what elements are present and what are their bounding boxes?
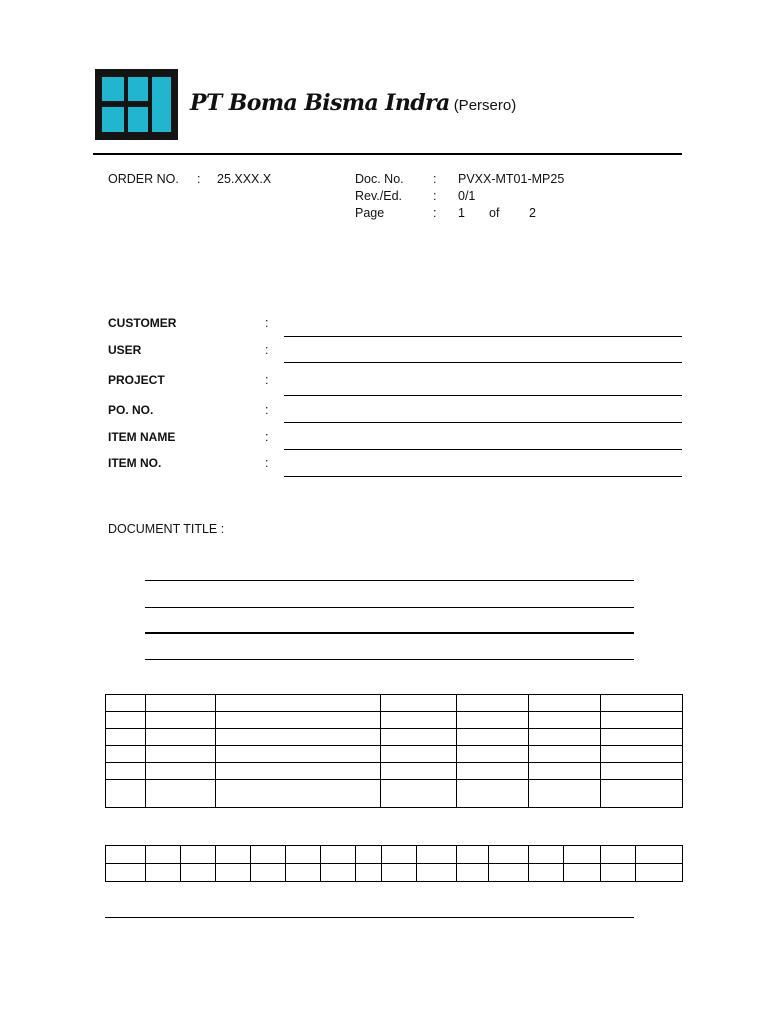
table-cell (457, 864, 489, 882)
table-cell (529, 746, 601, 763)
project-colon: : (265, 373, 269, 387)
item-name-colon: : (265, 430, 269, 444)
revision-table-row (106, 763, 683, 780)
po-no-colon: : (265, 403, 269, 417)
table-cell (381, 695, 457, 712)
item-name-field-line (284, 449, 682, 450)
table-cell (529, 846, 564, 864)
bottom-divider (105, 917, 634, 918)
table-cell (146, 780, 216, 808)
table-cell (381, 763, 457, 780)
table-cell (216, 846, 251, 864)
revision-table-row (106, 746, 683, 763)
table-cell (529, 712, 601, 729)
customer-label: CUSTOMER (108, 316, 177, 330)
table-cell (564, 864, 601, 882)
table-cell (146, 746, 216, 763)
table-cell (457, 763, 529, 780)
table-cell (529, 864, 564, 882)
table-cell (489, 864, 529, 882)
table-cell (181, 864, 216, 882)
document-title-label: DOCUMENT TITLE : (108, 522, 225, 536)
table-cell (146, 712, 216, 729)
table-cell (251, 864, 286, 882)
table-cell (106, 780, 146, 808)
table-cell (529, 763, 601, 780)
company-suffix: (Persero) (453, 97, 517, 114)
table-cell (564, 846, 601, 864)
item-no-field-line (284, 476, 682, 477)
table-cell (356, 864, 382, 882)
table-cell (601, 864, 636, 882)
signature-table-row (106, 864, 683, 882)
table-cell (381, 712, 457, 729)
table-cell (529, 729, 601, 746)
table-cell (146, 695, 216, 712)
page-colon: : (433, 206, 437, 220)
table-cell (529, 695, 601, 712)
page-total: 2 (529, 206, 536, 220)
table-cell (216, 712, 381, 729)
table-cell (106, 746, 146, 763)
revision-table-row (106, 695, 683, 712)
table-cell (181, 846, 216, 864)
rev-colon: : (433, 189, 437, 203)
document-title-line-4 (145, 659, 634, 660)
table-cell (457, 712, 529, 729)
page-of: of (489, 206, 500, 220)
document-title-line-3 (145, 632, 634, 634)
item-name-label: ITEM NAME (108, 430, 176, 444)
user-colon: : (265, 343, 269, 357)
table-cell (457, 846, 489, 864)
table-cell (381, 729, 457, 746)
table-cell (601, 763, 683, 780)
table-cell (216, 729, 381, 746)
signature-table (105, 845, 683, 882)
user-field-line (284, 362, 682, 363)
po-no-label: PO. NO. (108, 403, 154, 417)
table-cell (106, 729, 146, 746)
table-cell (216, 763, 381, 780)
table-cell (601, 695, 683, 712)
bbi-logo-icon (95, 69, 178, 140)
order-no-label: ORDER NO. (108, 172, 179, 186)
table-cell (146, 763, 216, 780)
table-cell (601, 846, 636, 864)
company-name-text: PT Boma Bisma Indra (190, 90, 450, 116)
rev-label: Rev./Ed. (355, 189, 403, 203)
table-cell (106, 712, 146, 729)
table-cell (106, 695, 146, 712)
customer-field-line (284, 336, 682, 337)
signature-table-row (106, 846, 683, 864)
customer-colon: : (265, 316, 269, 330)
order-no-value: 25.XXX.X (217, 172, 272, 186)
table-cell (417, 846, 457, 864)
order-no-colon: : (197, 172, 201, 186)
item-no-label: ITEM NO. (108, 456, 162, 470)
table-cell (457, 780, 529, 808)
table-cell (146, 729, 216, 746)
document-title-line-2 (145, 607, 634, 608)
table-cell (216, 746, 381, 763)
user-label: USER (108, 343, 142, 357)
table-cell (529, 780, 601, 808)
table-cell (216, 864, 251, 882)
table-cell (636, 846, 683, 864)
table-cell (457, 695, 529, 712)
item-no-colon: : (265, 456, 269, 470)
table-cell (106, 846, 146, 864)
table-cell (601, 780, 683, 808)
doc-no-label: Doc. No. (355, 172, 404, 186)
revision-table-row (106, 780, 683, 808)
page-current: 1 (458, 206, 465, 220)
table-cell (489, 846, 529, 864)
header-divider (93, 153, 682, 155)
table-cell (601, 729, 683, 746)
table-cell (381, 780, 457, 808)
table-cell (321, 846, 356, 864)
project-label: PROJECT (108, 373, 165, 387)
document-title-line-1 (145, 580, 634, 581)
table-cell (216, 780, 381, 808)
table-cell (601, 712, 683, 729)
table-cell (106, 763, 146, 780)
table-cell (286, 846, 321, 864)
table-cell (216, 695, 381, 712)
doc-no-value: PVXX-MT01-MP25 (458, 172, 565, 186)
table-cell (636, 864, 683, 882)
table-cell (382, 846, 417, 864)
table-cell (146, 864, 181, 882)
table-cell (457, 729, 529, 746)
po-no-field-line (284, 422, 682, 423)
revision-table (105, 694, 683, 808)
revision-table-row (106, 712, 683, 729)
company-name (190, 90, 516, 116)
table-cell (417, 864, 457, 882)
table-cell (146, 846, 181, 864)
table-cell (381, 746, 457, 763)
project-field-line (284, 395, 682, 396)
table-cell (457, 746, 529, 763)
revision-table-row (106, 729, 683, 746)
page-label: Page (355, 206, 385, 220)
table-cell (286, 864, 321, 882)
table-cell (382, 864, 417, 882)
doc-no-colon: : (433, 172, 437, 186)
table-cell (601, 746, 683, 763)
table-cell (251, 846, 286, 864)
table-cell (321, 864, 356, 882)
table-cell (356, 846, 382, 864)
rev-value: 0/1 (458, 189, 476, 203)
table-cell (106, 864, 146, 882)
